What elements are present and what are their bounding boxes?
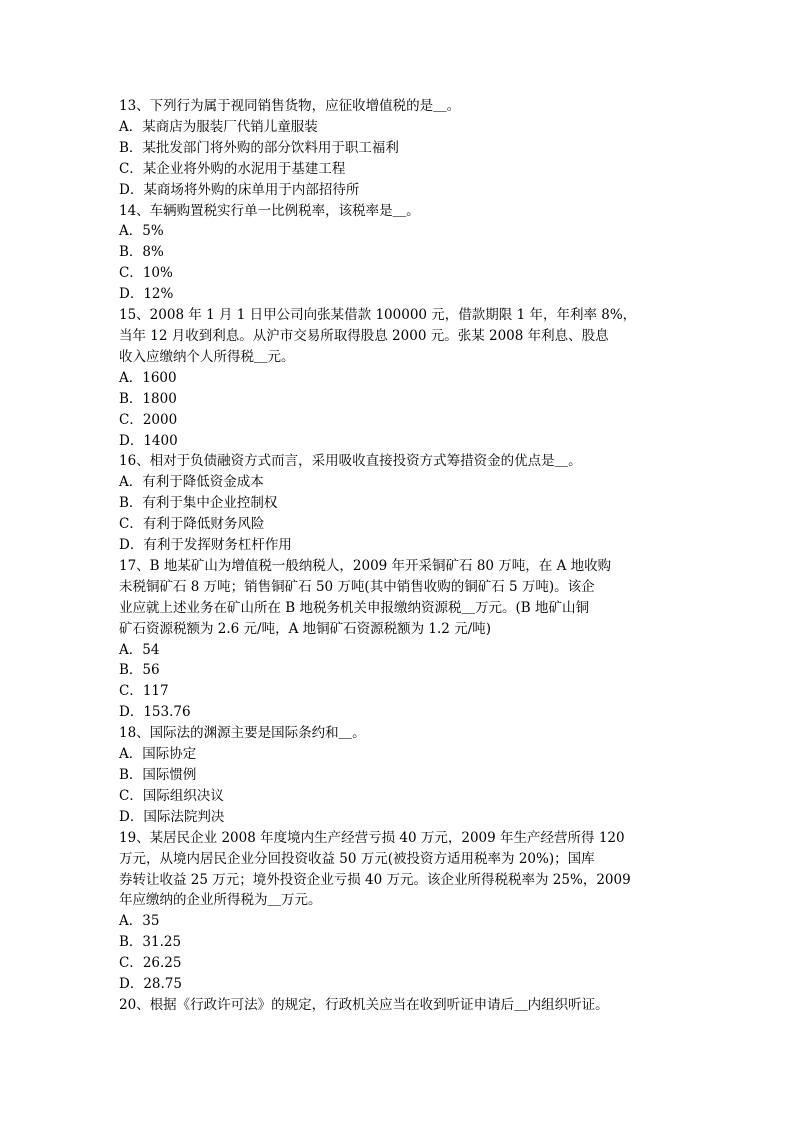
answer-option: B．56 (119, 662, 160, 679)
question-text-line: 15、2008 年 1 月 1 日甲公司向张某借款 100000 元，借款期限 1 年，年利率 8%， (119, 307, 637, 324)
answer-option: D．某商场将外购的床单用于内部招待所 (119, 181, 360, 198)
question-text-line: 券转让收益 25 万元；境外投资企业亏损 40 万元。该企业所得税税率为 25%，2009 (119, 871, 631, 888)
answer-option: A．1600 (119, 369, 177, 386)
question-text-line: 万元，从境内居民企业分回投资收益 50 万元(被投资方适用税率为 20%)；国库 (119, 850, 595, 867)
answer-option: C．26.25 (119, 955, 182, 972)
answer-option: C．国际组织决议 (119, 787, 224, 804)
answer-option: A．某商店为服装厂代销儿童服装 (119, 118, 318, 135)
answer-option: A．35 (119, 913, 160, 930)
question-text-line: 当年 12 月收到利息。从沪市交易所取得股息 2000 元。张某 2008 年利息、股息 (119, 327, 609, 344)
question-text-line: 19、某居民企业 2008 年度境内生产经营亏损 40 万元，2009 年生产经营所得 120 (119, 829, 625, 846)
question-text-line: 14、车辆购置税实行单一比例税率，该税率是＿。 (119, 202, 420, 219)
question-text-line: 业应就上述业务在矿山所在 B 地税务机关申报缴纳资源税＿万元。(B 地矿山铜 (119, 599, 589, 616)
answer-option: D．有利于发挥财务杠杆作用 (119, 537, 292, 554)
answer-option: C．2000 (119, 411, 178, 428)
question-text-line: 收入应缴纳个人所得税＿元。 (119, 348, 295, 365)
answer-option: A．有利于降低资金成本 (119, 474, 264, 491)
answer-option: A．54 (119, 641, 160, 658)
question-text-line: 16、相对于负债融资方式而言，采用吸收直接投资方式筹措资金的优点是＿。 (119, 453, 582, 470)
answer-option: A．国际协定 (119, 746, 197, 763)
answer-option: B．国际惯例 (119, 767, 197, 783)
question-text-line: 13、下列行为属于视同销售货物，应征收增值税的是＿。 (119, 98, 461, 114)
answer-option: B．有利于集中企业控制权 (119, 495, 278, 512)
question-text-line: 18、国际法的渊源主要是国际条约和＿。 (119, 725, 366, 742)
answer-option: C．117 (119, 683, 169, 700)
question-list (119, 96, 734, 1016)
answer-option: D．国际法院判决 (119, 808, 225, 825)
answer-option: A．5% (119, 223, 164, 240)
answer-option: D．28.75 (119, 976, 182, 993)
answer-option: C．10% (119, 265, 173, 282)
question-text-line: 矿石资源税额为 2.6 元/吨，A 地铜矿石资源税额为 1.2 元/吨) (119, 620, 492, 637)
question-text-line: 17、B 地某矿山为增值税一般纳税人，2009 年开采铜矿石 80 万吨，在 A 地收购 (119, 557, 612, 574)
answer-option: B．某批发部门将外购的部分饮料用于职工福利 (119, 139, 399, 156)
answer-option: D．153.76 (119, 704, 191, 721)
answer-option: C．有利于降低财务风险 (119, 516, 265, 533)
answer-option: D．1400 (119, 432, 178, 449)
question-text-line: 年应缴纳的企业所得税为＿万元。 (119, 892, 322, 909)
answer-option: B．31.25 (119, 934, 182, 951)
answer-option: D．12% (119, 286, 174, 303)
answer-option: B．1800 (119, 390, 177, 407)
question-text-line: 未税铜矿石 8 万吨；销售铜矿石 50 万吨(其中销售收购的铜矿石 5 万吨)。该企 (119, 578, 595, 595)
answer-option: B．8% (119, 244, 164, 261)
question-text-line: 20、根据《行政许可法》的规定，行政机关应当在收到听证申请后＿内组织听证。 (119, 996, 609, 1013)
answer-option: C．某企业将外购的水泥用于基建工程 (119, 160, 346, 177)
